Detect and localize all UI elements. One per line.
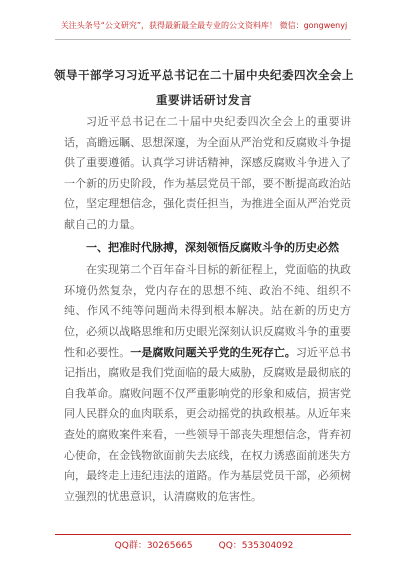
footer-qq-group: QQ群：30265665 (114, 541, 193, 551)
footer-qq: QQ：535304092 (218, 541, 294, 551)
document-title-line1: 领导干部学习习近平总书记在二十届中央纪委四次全会上 (54, 68, 354, 82)
intro-paragraph: 习近平总书记在二十届中央纪委四次全会上的重要讲话，高瞻远瞩、思想深邃，为全面从严治党和反腐败斗争提供了重要遵循。认真学习讲话精神，深感反腐败斗争进入了一个新的历史阶段，作为基层党员干部，要不断提高政治站位，坚定理想信念，强化责任担当，为推进全面从严治党贡献自己的力量。 (64, 115, 351, 231)
footer-divider (55, 534, 351, 535)
footer-contact (0, 538, 408, 551)
header-divider (55, 39, 351, 40)
section1-paragraph (64, 260, 351, 507)
document-title-line2: 重要讲话研讨发言 (156, 93, 252, 107)
section-heading-1: 一、把准时代脉搏，深刻领悟反腐败斗争的历史必然 (86, 240, 339, 254)
section1-bold-point: 一是腐败问题关乎党的生死存亡。 (130, 345, 296, 359)
section1-text-continued: 习近平总书记指出，腐败是我们党面临的最大威胁，反腐败是最彻底的自我革命。腐败问题不仅严重影响党的形象和威信，损害党同人民群众的血肉联系，更会动摇党的执政根基。从近年来查处的腐败案件来看，一些领导干部丧失理想信念，背弃初心使命，在金钱物欲面前失去底线，在权力诱惑面前迷失方向，最终走上违纪违法的道路。作为基层党员干部，必须树立强烈的忧患意识，认清腐败的危害性。 (64, 345, 352, 503)
document-body (64, 112, 351, 507)
section1-text: 在实现第二个百年奋斗目标的新征程上，党面临的执政环境仍然复杂，党内存在的思想不纯、政治不纯、组织不纯、作风不纯等问题尚未得到根本解决。站在新的历史方位，必须以战略思维和历史眼光深刻认识反腐败斗争的重要性和必要性。 (64, 263, 351, 359)
header-promo-note: 关注头条号“公文研究”，获得最新最全最专业的公文资料库！ 微信：gongwenyj (60, 21, 348, 30)
